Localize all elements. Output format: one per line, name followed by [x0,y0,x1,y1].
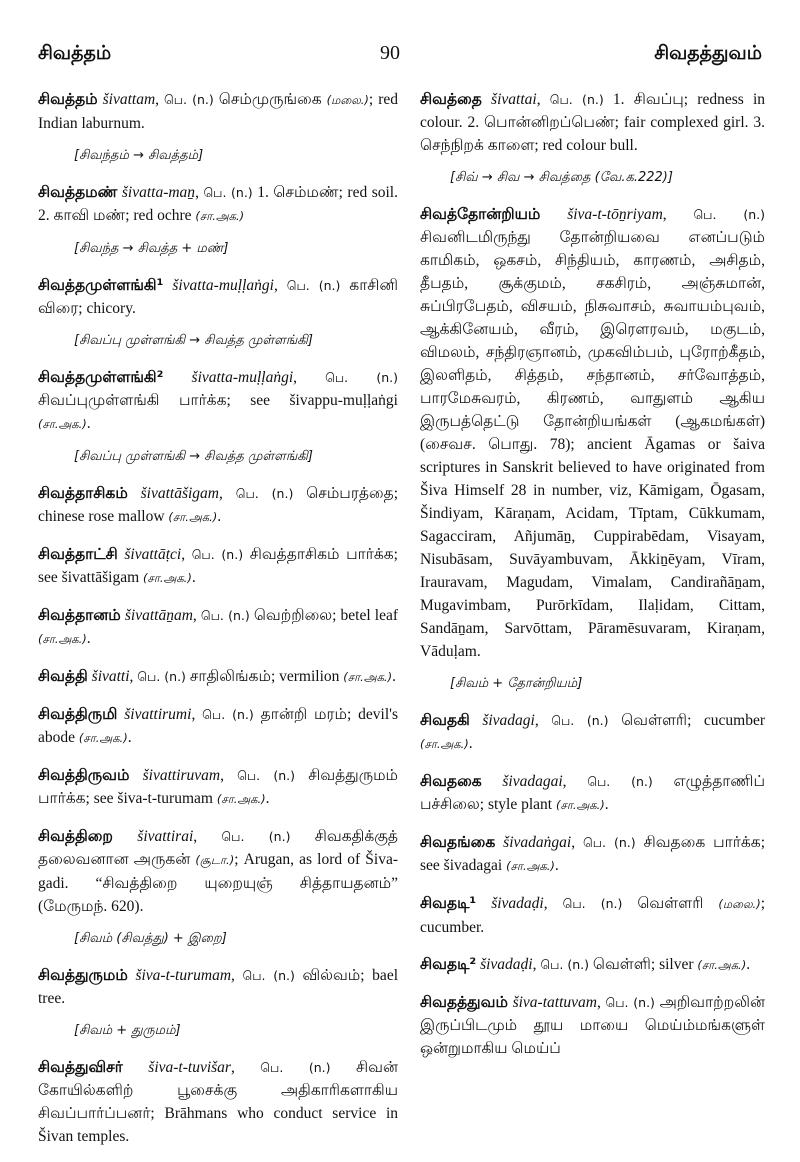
transliteration: šivadaḍi [491,895,544,912]
definition: காசினி விரை; chicory. [38,277,398,317]
definition: சிவதகை பார்க்க; see šivadagai [420,834,766,874]
headword: சிவத்தை [420,90,482,108]
definition-tail: . [554,857,559,874]
dictionary-entry: சிவதங்கை šivadaṅgai, பெ. (n.) சிவதகை பார்க்க; see šivadagai (சா.அக.). [420,833,766,874]
transliteration: šivattāṭci [124,546,182,563]
headword: சிவத்தி [38,667,88,685]
definition: சிவன் கோயில்களிற் பூசைக்கு அதிகாரிகளாகிய சிவப்பார்ப்பனர்; Brāhmans who conduct service in Šivan temples. [38,1059,398,1145]
part-of-speech: பெ. (n.) [221,829,291,844]
etymology: [சிவப்பு முள்ளங்கி → சிவத்த முள்ளங்கி] [74,449,313,464]
definition: எழுத்தாணிப் பச்சிலை; style plant [420,773,765,813]
right-column [420,88,765,1074]
definition: தான்றி மரம்; devil's abode [38,706,398,746]
transliteration: šivadaḍi [480,956,533,973]
dictionary-entry: சிவத்தாட்சி šivattāṭci, பெ. (n.) சிவத்தாசிகம் பார்க்க; see šivattāšigam (சா.அக.). [38,545,398,586]
headword: சிவத்தமுள்ளங்கி¹ [38,276,164,294]
definition: சிவகதிக்குத் தலைவனான அருகன் [38,828,399,868]
definition: அறிவாற்றலின் இருப்பிடமும் தூய மாயை மெய்ம்மங்களுள் ஒன்றுமாகிய மெய்ப் [420,994,766,1057]
transliteration: šivattirumi [124,706,192,723]
headword: சிவத்துவிசர் [38,1058,123,1076]
definition: சிவத்துருமம் பார்க்க; see šiva-t-turumam [38,767,399,807]
headword: சிவதடி² [420,955,477,973]
dictionary-entry: சிவதடி² šivadaḍi, பெ. (n.) வெள்ளி; silver (சா.அக.). [420,955,751,973]
page-header [0,42,800,72]
part-of-speech: பெ. (n.) [237,768,296,783]
part-of-speech: பெ. (n.) [562,896,623,911]
source-reference: (சா.அக.) [38,417,87,431]
transliteration: šivatti [91,668,130,685]
etymology: [சிவம் + தோன்றியம்] [450,676,583,691]
part-of-speech: பெ. (n.) [191,547,244,562]
definition-tail: . [217,508,222,525]
source-reference: (மலை.) [718,897,761,911]
part-of-speech: பெ. (n.) [137,669,186,684]
source-reference: (மலை.) [326,93,369,107]
dictionary-entry: சிவத்தமுள்ளங்கி² šivatta-muḷḷaṅgi, பெ. (n.) சிவப்புமுள்ளங்கி பார்க்க; see šivappu-muḷḷaṅgi (சா.அக.). [38,368,398,432]
etymology: [சிவந்தம் → சிவத்தம்] [74,148,204,163]
definition: வெள்ளரி [637,895,704,912]
source-reference: (சா.அக.) [216,792,266,806]
definition-tail: ; cucumber. [420,895,766,936]
part-of-speech: பெ. (n.) [242,968,295,983]
dictionary-entry: சிவத்துருமம் šiva-t-turumam, பெ. (n.) வில்வம்; bael tree. [38,966,399,1007]
source-reference: (சா.அக.) [78,731,128,745]
definition-tail: . [86,630,91,647]
headword: சிவத்திருவம் [38,766,130,784]
transliteration: šiva-t-tuvišar [148,1059,231,1076]
definition-tail: . [191,569,196,586]
source-reference: (சா.அக.) [697,958,747,972]
headword: சிவத்துருமம் [38,966,128,984]
source-reference: (சா.அக.) [168,510,218,524]
dictionary-entry: சிவதகை šivadagai, பெ. (n.) எழுத்தாணிப் பச்சிலை; style plant (சா.அக.). [420,772,765,813]
dictionary-entry: சிவத்தோன்றியம் šiva-t-tōṉriyam, பெ. (n.) சிவனிடமிருந்து தோன்றியவை எனப்படும் காமிகம், ஒகசம், சிந்தியம், காரணம், அசிதம், தீபதம், சூக்குமம், சகசிரம், அஞ்சுமான், சுப்பிரபேதம், விசயம், நிசுவாசம், சுவாயம்புவம், ஆக்கினேயம், வீரம், இரௌரவம், மகுடம், விமலம், சந்திரஞானம், முகவிம்பம், புரோற்கீதம், இலளிதம், சித்தம், சந்தானம், சர்வோத்தம், பாரமேசுவரம், கிரணம், வாதுளம் ஆகிய இருபத்தெட்டு தோன்றியங்கள் (ஆகமங்கள்) (சைவச. பொது. 78); ancient Āgamas or šaiva scriptures in Sanskrit believed to have originated from Šiva Himself 28 in number, viz, Kāmigam, Ōgasam, Šindiyam, Kāraṇam, Acidam, Tīptam, Cūkkumam, Sagacciram, Añjumāṉ, Cuppirabēdam, Visayam, Nisubāsam, Suvāyambuvam, Ākkiṉēyam, Vīram, Irauravam, Magudam, Vimalam, Candirañāṉam, Mugavimbam, Purōrkīdam, Ilaḷidam, Cittam, Sandāṉam, Sarvōttam, Pāramēsuvaram, Kiraṇam, Vāduḷam. [420,205,765,660]
part-of-speech: பெ. (n.) [693,207,765,222]
etymology: [சிவம் + துருமம்] [74,1023,181,1038]
headword: சிவத்தானம் [38,606,121,624]
headword: சிவத்திறை [38,827,113,845]
source-reference: (சா.அக.) [195,209,245,223]
transliteration: šivatta-muḷḷaṅgi [172,277,274,294]
definition: சிவப்புமுள்ளங்கி பார்க்க; see šivappu-muḷḷaṅgi [38,392,398,409]
part-of-speech: பெ. (n.) [540,957,589,972]
headword: சிவத்தாட்சி [38,545,118,563]
etymology: [சிவப்பு முள்ளங்கி → சிவத்த முள்ளங்கி] [74,333,313,348]
etymology: [சிவந்த → சிவத்த + மண்] [74,241,229,256]
header-right-guideword: சிவதத்துவம் [654,42,762,64]
dictionary-entry: சிவத்தமுள்ளங்கி¹ šivatta-muḷḷaṅgi, பெ. (n.) காசினி விரை; chicory. [38,276,398,317]
definition-tail: . [127,729,132,746]
page-number: 90 [380,42,400,64]
source-reference: (சா.அக.) [38,632,87,646]
part-of-speech: பெ. (n.) [235,486,294,501]
definition: வெள்ளி; silver [592,956,694,973]
headword: சிவத்தம் [38,90,98,108]
headword: சிவத்தாசிகம் [38,484,128,502]
headword: சிவதகி [420,711,470,729]
etymology: [சிவம் (சிவத்து) + இறை] [74,931,227,946]
definition-tail: ; Arugan, as lord of Šiva-gadi. “சிவத்திறை யுறையுஞ் சித்தாயதனம்” (மேருமந். 620). [38,851,398,915]
definition: 1. செம்மண்; red soil. 2. காவி மண்; red ochre [38,184,398,224]
transliteration: šiva-tattuvam [512,994,597,1011]
dictionary-entry: சிவத்தி šivatti, பெ. (n.) சாதிலிங்கம்; vermilion (சா.அக.). [38,667,396,685]
definition-tail: . [265,790,270,807]
transliteration: šivadagai [502,773,563,790]
definition: செம்பரத்தை; chinese rose mallow [38,485,398,525]
dictionary-entry: சிவத்தாசிகம் šivattāšigam, பெ. (n.) செம்பரத்தை; chinese rose mallow (சா.அக.). [38,484,398,525]
definition: வில்வம்; bael tree. [38,967,399,1007]
source-reference: (சா.அக.) [343,670,393,684]
transliteration: šiva-t-tōṉriyam [567,206,663,223]
transliteration: šivattai [491,91,537,108]
definition: வெற்றிலை; betel leaf [253,607,398,624]
headword: சிவதடி¹ [420,894,477,912]
headword: சிவதகை [420,772,482,790]
part-of-speech: பெ. (n.) [605,995,655,1010]
transliteration: šivadagi [482,712,535,729]
part-of-speech: பெ. (n.) [203,185,253,200]
part-of-speech: பெ. (n.) [164,92,214,107]
dictionary-entry: சிவத்தமண் šivatta-maṉ, பெ. (n.) 1. செம்மண்; red soil. 2. காவி மண்; red ochre (சா.அக.) [38,183,398,224]
definition-tail: . [86,415,91,432]
definition: 1. சிவப்பு; redness in colour. 2. பொன்னிறப்பெண்; fair complexed girl. 3. செந்நிறக் காளை; red colour bull. [420,91,766,154]
headword: சிவத்தமண் [38,183,118,201]
source-reference: (சூடா.) [195,853,235,867]
part-of-speech: பெ. (n.) [582,835,636,850]
headword: சிவதத்துவம் [420,993,508,1011]
part-of-speech: பெ. (n.) [549,92,604,107]
transliteration: šiva-t-turumam [135,967,232,984]
dictionary-entry: சிவதடி¹ šivadaḍi, பெ. (n.) வெள்ளரி (மலை.); cucumber. [420,894,766,936]
definition-tail: . [468,735,473,752]
transliteration: šivattiruvam [142,767,221,784]
part-of-speech: பெ. (n.) [551,713,609,728]
part-of-speech: பெ. (n.) [286,278,341,293]
definition: சாதிலிங்கம்; vermilion [189,668,340,685]
transliteration: šivattirai [137,828,194,845]
dictionary-entry: சிவதகி šivadagi, பெ. (n.) வெள்ளரி; cucumber (சா.அக.). [420,711,766,752]
source-reference: (சா.அக.) [556,798,605,812]
transliteration: šivattam [102,91,156,108]
source-reference: (சா.அக.) [420,737,469,751]
part-of-speech: பெ. (n.) [260,1060,331,1075]
transliteration: šivadaṅgai [503,834,572,851]
headword: சிவத்திருமி [38,705,118,723]
transliteration: šivatta-maṉ [121,184,196,201]
dictionary-entry: சிவத்தை šivattai, பெ. (n.) 1. சிவப்பு; redness in colour. 2. பொன்னிறப்பெண்; fair complexed girl. 3. செந்நிறக் காளை; red colour bull. [420,90,766,154]
dictionary-entry: சிவத்திருவம் šivattiruvam, பெ. (n.) சிவத்துருமம் பார்க்க; see šiva-t-turumam (சா.அக.). [38,766,399,807]
definition-tail: . [604,796,609,813]
dictionary-entry: சிவத்தானம் šivattāṉam, பெ. (n.) வெற்றிலை; betel leaf (சா.அக.). [38,606,398,647]
dictionary-entry: சிவத்துவிசர் šiva-t-tuvišar, பெ. (n.) சிவன் கோயில்களிற் பூசைக்கு அதிகாரிகளாகிய சிவப்பார்ப்பனர்; Brāhmans who conduct service in Šivan temples. [38,1058,398,1145]
transliteration: šivattāṉam [124,607,193,624]
dictionary-entry: சிவத்திருமி šivattirumi, பெ. (n.) தான்றி மரம்; devil's abode (சா.அக.). [38,705,398,746]
part-of-speech: பெ. (n.) [200,608,250,623]
dictionary-entry: சிவத்தம் šivattam, பெ. (n.) செம்முருங்கை (மலை.); red Indian laburnum. [38,90,398,132]
headword: சிவதங்கை [420,833,496,851]
headword: சிவத்தமுள்ளங்கி² [38,368,164,386]
part-of-speech: பெ. (n.) [587,774,653,789]
dictionary-entry: சிவத்திறை šivattirai, பெ. (n.) சிவகதிக்குத் தலைவனான அருகன் (சூடா.); Arugan, as lord of Šiva-gadi. “சிவத்திறை யுறையுஞ் சித்தாயதனம்” (மேருமந். 620). [38,827,399,915]
definition: சிவத்தாசிகம் பார்க்க; see šivattāšigam [38,546,398,586]
definition-tail: . [392,668,396,685]
definition: வெள்ளரி; cucumber [621,712,766,729]
headword: சிவத்தோன்றியம் [420,205,541,223]
source-reference: (சா.அக.) [506,859,555,873]
header-left-guideword: சிவத்தம் [38,42,112,64]
etymology: [சிவ் → சிவ → சிவத்தை (வே.க.222)] [450,170,673,185]
transliteration: šivattāšigam [140,485,220,502]
part-of-speech: பெ. (n.) [325,370,398,385]
definition: செம்முருங்கை [218,91,322,108]
left-column [38,88,398,1162]
definition-tail: ; red Indian laburnum. [38,91,398,132]
dictionary-entry: சிவதத்துவம் šiva-tattuvam, பெ. (n.) அறிவாற்றலின் இருப்பிடமும் தூய மாயை மெய்ம்மங்களுள் ஒன்றுமாகிய மெய்ப் [420,993,766,1057]
transliteration: šivatta-muḷḷaṅgi [191,369,294,386]
source-reference: (சா.அக.) [143,571,192,585]
definition: சிவனிடமிருந்து தோன்றியவை எனப்படும் காமிகம், ஒகசம், சிந்தியம், காரணம், அசிதம், தீபதம், சூக்குமம், சகசிரம், அஞ்சுமான், சுப்பிரபேதம், விசயம், நிசுவாசம், சுவாயம்புவம், ஆக்கினேயம், வீரம், இரௌரவம், மகுடம், விமலம், சந்திரஞானம், முகவிம்பம், புரோற்கீதம், இலளிதம், சித்தம், சந்தானம், சர்வோத்தம், பாரமேசுவரம், கிரணம், வாதுளம் ஆகிய இருபத்தெட்டு தோன்றியங்கள் (ஆகமங்கள்) (சைவச. பொது. 78); ancient Āgamas or šaiva scriptures in Sanskrit believed to have originated from Šiva Himself 28 in number, viz, Kāmigam, Ōgasam, Šindiyam, Kāraṇam, Acidam, Tīptam, Cūkkumam, Sagacciram, Añjumāṉ, Cuppirabēdam, Visayam, Nisubāsam, Suvāyambuvam, Ākkiṉēyam, Vīram, Irauravam, Magudam, Vimalam, Candirañāṉam, Mugavimbam, Purōrkīdam, Ilaḷidam, Cittam, Sandāṉam, Sarvōttam, Pāramēsuvaram, Kiraṇam, Vāduḷam. [420,229,765,660]
definition-tail: . [746,956,751,973]
part-of-speech: பெ. (n.) [202,707,254,722]
